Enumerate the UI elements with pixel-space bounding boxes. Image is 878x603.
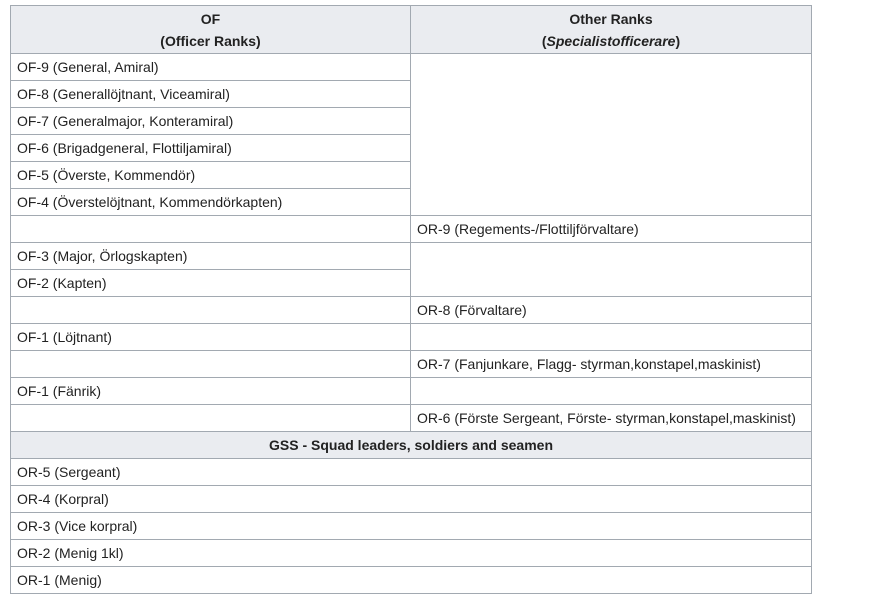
gss-row-cell: OR-5 (Sergeant): [11, 459, 812, 486]
gss-row-cell: OR-4 (Korpral): [11, 486, 812, 513]
blank-cell: [11, 351, 411, 378]
or6-cell: OR-6 (Förste Sergeant, Förste- styrman,konstapel,maskinist): [411, 405, 812, 432]
table-row: [11, 567, 812, 594]
table-row: [11, 540, 812, 567]
header-row: [11, 6, 812, 54]
table-row: [11, 513, 812, 540]
gss-row-cell: OR-1 (Menig): [11, 567, 812, 594]
of4-cell: OF-4 (Överstelöjtnant, Kommendörkapten): [11, 189, 411, 216]
or-header: [411, 6, 812, 54]
or-header-title: Other Ranks: [569, 10, 653, 27]
table-row: [11, 486, 812, 513]
table-row: [11, 297, 812, 324]
blank-cell: [11, 216, 411, 243]
of8-cell: OF-8 (Generallöjtnant, Viceamiral): [11, 81, 411, 108]
blank-cell: [411, 54, 812, 216]
table-row: [11, 216, 812, 243]
of6-cell: OF-6 (Brigadgeneral, Flottiljamiral): [11, 135, 411, 162]
of2-cell: OF-2 (Kapten): [11, 270, 411, 297]
table-row: [11, 459, 812, 486]
blank-cell: [411, 324, 812, 351]
or9-cell: OR-9 (Regements-/Flottiljförvaltare): [411, 216, 812, 243]
of-header-title: OF: [200, 10, 221, 27]
of5-cell: OF-5 (Överste, Kommendör): [11, 162, 411, 189]
or7-cell: OR-7 (Fanjunkare, Flagg- styrman,konstapel,maskinist): [411, 351, 812, 378]
of1-lojtnant-cell: OF-1 (Löjtnant): [11, 324, 411, 351]
table-row: [11, 351, 812, 378]
gss-header: GSS - Squad leaders, soldiers and seamen: [11, 432, 812, 459]
blank-cell: [411, 378, 812, 405]
of3-cell: OF-3 (Major, Örlogskapten): [11, 243, 411, 270]
or8-cell: OR-8 (Förvaltare): [411, 297, 812, 324]
rank-table: [10, 5, 812, 594]
of-header: [11, 6, 411, 54]
table-row: [11, 324, 812, 351]
of7-cell: OF-7 (Generalmajor, Konteramiral): [11, 108, 411, 135]
of-header-subtitle: (Officer Ranks): [160, 32, 261, 49]
gss-row-cell: OR-2 (Menig 1kl): [11, 540, 812, 567]
table-row: [11, 243, 812, 270]
or-header-subtitle: (Specialistofficerare): [541, 32, 681, 49]
blank-cell: [411, 243, 812, 297]
of1-fanrik-cell: OF-1 (Fänrik): [11, 378, 411, 405]
gss-header-row: [11, 432, 812, 459]
gss-row-cell: OR-3 (Vice korpral): [11, 513, 812, 540]
table-row: [11, 405, 812, 432]
blank-cell: [11, 297, 411, 324]
blank-cell: [11, 405, 411, 432]
table-row: [11, 378, 812, 405]
table-row: [11, 54, 812, 81]
of9-cell: OF-9 (General, Amiral): [11, 54, 411, 81]
